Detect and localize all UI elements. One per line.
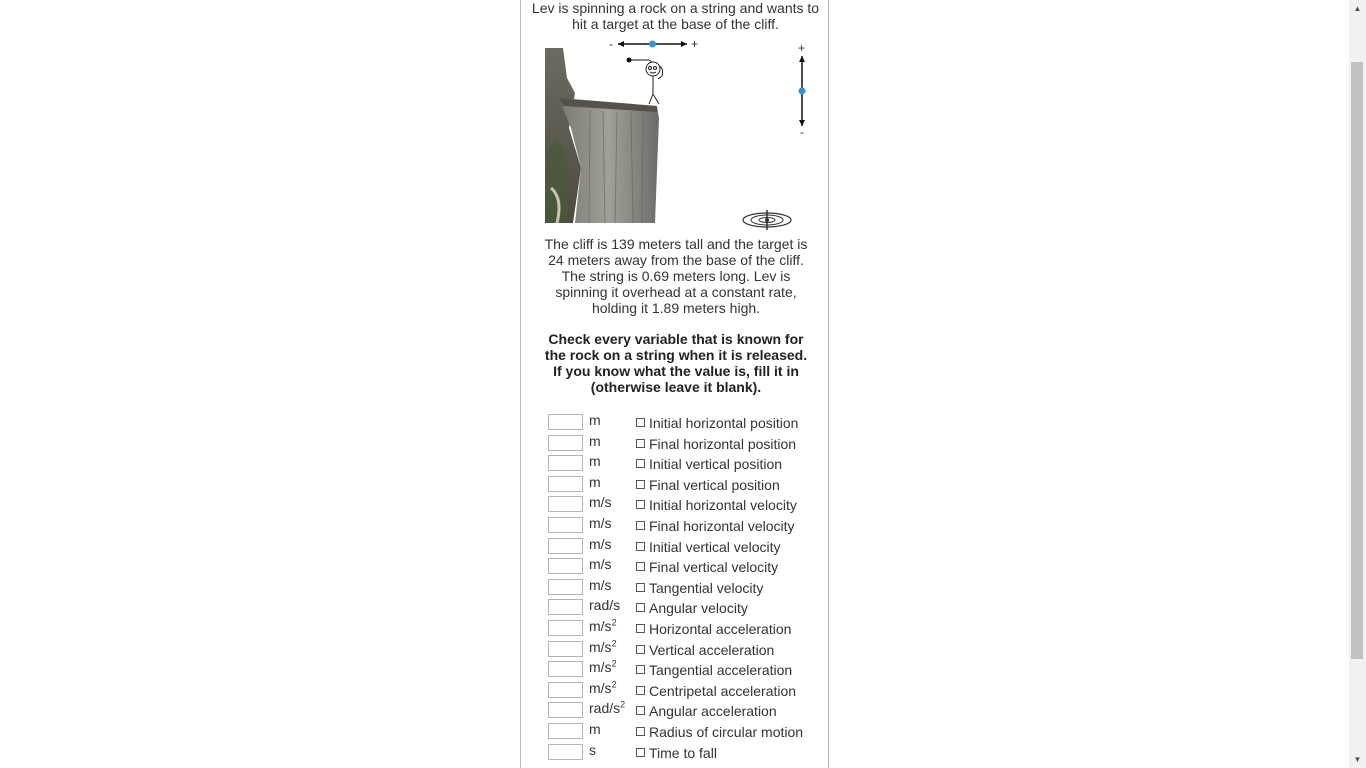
variable-label-text: Final vertical position bbox=[649, 476, 780, 493]
variable-unit bbox=[589, 412, 601, 428]
variable-known-checkbox[interactable] bbox=[636, 500, 645, 509]
variable-unit bbox=[589, 433, 601, 449]
variable-checkbox-label[interactable] bbox=[636, 580, 763, 596]
variable-row bbox=[548, 680, 818, 701]
intro-line: hit a target at the base of the cliff. bbox=[572, 16, 779, 32]
variable-unit bbox=[589, 721, 601, 737]
variable-known-checkbox[interactable] bbox=[636, 459, 645, 468]
variable-label-text: Centripetal acceleration bbox=[649, 682, 797, 699]
scrollbar[interactable] bbox=[1349, 0, 1366, 768]
variable-value-input[interactable] bbox=[548, 620, 583, 636]
variable-value-input[interactable] bbox=[548, 558, 583, 574]
variable-unit-text: m bbox=[589, 473, 601, 490]
variable-value-input[interactable] bbox=[548, 476, 583, 492]
variable-known-checkbox[interactable] bbox=[636, 624, 645, 633]
variable-checkbox-label[interactable] bbox=[636, 559, 778, 575]
rock-on-string bbox=[627, 58, 650, 63]
variable-row bbox=[548, 494, 818, 515]
variable-known-checkbox[interactable] bbox=[636, 603, 645, 612]
target-icon bbox=[743, 210, 791, 230]
variable-label-text: Final horizontal position bbox=[649, 435, 797, 452]
instruction-line: (otherwise leave it blank). bbox=[590, 379, 762, 395]
variable-known-checkbox[interactable] bbox=[636, 583, 645, 592]
variable-known-checkbox[interactable] bbox=[636, 665, 645, 674]
variable-row bbox=[548, 742, 818, 763]
variable-checkbox-label[interactable] bbox=[636, 724, 803, 740]
variable-checkbox-label[interactable] bbox=[636, 415, 798, 431]
variable-unit-text: s bbox=[589, 741, 596, 758]
variable-value-input[interactable] bbox=[548, 661, 583, 677]
variable-unit bbox=[589, 494, 612, 510]
desc-line: holding it 1.89 meters high. bbox=[591, 300, 761, 316]
variable-unit bbox=[589, 577, 612, 593]
variable-unit bbox=[589, 742, 596, 758]
scroll-up-arrow-icon[interactable]: ▲ bbox=[1353, 4, 1362, 13]
variable-checkbox-label[interactable] bbox=[636, 662, 792, 678]
variable-unit bbox=[589, 556, 612, 572]
problem-description bbox=[541, 236, 811, 316]
desc-line: The cliff is 139 meters tall and the target is bbox=[544, 236, 808, 252]
variable-known-checkbox[interactable] bbox=[636, 706, 645, 715]
variable-value-input[interactable] bbox=[548, 538, 583, 554]
problem-panel bbox=[520, 0, 829, 768]
h-slider-knob[interactable] bbox=[649, 41, 656, 48]
variable-known-checkbox[interactable] bbox=[636, 480, 645, 489]
instruction-line: the rock on a string when it is released. bbox=[544, 347, 808, 363]
variable-checkbox-label[interactable] bbox=[636, 621, 791, 637]
variable-checkbox-label[interactable] bbox=[636, 497, 797, 513]
variable-row bbox=[548, 721, 818, 742]
variable-checkbox-label[interactable] bbox=[636, 642, 774, 658]
variable-checkbox-label[interactable] bbox=[636, 745, 717, 761]
variable-unit-exponent: 2 bbox=[611, 637, 617, 648]
variable-label-text: Time to fall bbox=[649, 744, 717, 761]
desc-line: The string is 0.69 meters long. Lev is bbox=[561, 268, 791, 284]
instruction-line: If you know what the value is, fill it in bbox=[553, 363, 799, 379]
variable-label-text: Tangential velocity bbox=[649, 579, 764, 596]
instruction-line: Check every variable that is known for bbox=[548, 331, 804, 347]
h-slider-plus: + bbox=[691, 38, 699, 51]
variable-known-checkbox[interactable] bbox=[636, 439, 645, 448]
variable-row bbox=[548, 453, 818, 474]
variable-unit-exponent: 2 bbox=[611, 658, 617, 669]
v-slider-up-arrow[interactable] bbox=[799, 56, 805, 62]
variable-unit-text: m/s bbox=[589, 514, 612, 531]
variable-checkbox-label[interactable] bbox=[636, 539, 781, 555]
variable-label-text: Final horizontal velocity bbox=[649, 517, 795, 534]
variable-unit bbox=[589, 474, 601, 490]
variable-unit bbox=[589, 453, 601, 469]
variable-unit-exponent: 2 bbox=[611, 679, 617, 690]
variable-unit-exponent: 2 bbox=[620, 699, 626, 710]
variable-checkbox-label[interactable] bbox=[636, 518, 795, 534]
variable-checkbox-label[interactable] bbox=[636, 436, 796, 452]
variable-row bbox=[548, 412, 818, 433]
variable-unit-text: m/s bbox=[589, 535, 612, 552]
variable-unit-text: m bbox=[589, 453, 601, 470]
variable-unit bbox=[589, 515, 612, 531]
scroll-thumb[interactable] bbox=[1351, 62, 1363, 659]
variable-known-checkbox[interactable] bbox=[636, 727, 645, 736]
variable-known-checkbox[interactable] bbox=[636, 542, 645, 551]
variable-row bbox=[548, 618, 818, 639]
problem-intro bbox=[521, 0, 830, 32]
variable-row bbox=[548, 536, 818, 557]
variable-unit bbox=[589, 618, 617, 634]
desc-line: spinning it overhead at a constant rate, bbox=[555, 284, 797, 300]
intro-line: Lev is spinning a rock on a string and wants to bbox=[531, 0, 820, 16]
variable-unit-exponent: 2 bbox=[611, 617, 617, 628]
variable-unit-text: m/s bbox=[589, 576, 612, 593]
variable-row bbox=[548, 577, 818, 598]
stick-figure bbox=[646, 60, 663, 104]
variable-unit bbox=[589, 597, 620, 613]
variable-label-text: Tangential acceleration bbox=[649, 662, 793, 679]
variable-label-text: Vertical acceleration bbox=[649, 641, 775, 658]
variable-value-input[interactable] bbox=[548, 455, 583, 471]
cliff-scene bbox=[521, 38, 830, 238]
h-slider-minus: - bbox=[609, 38, 613, 51]
scroll-down-arrow-icon[interactable]: ▼ bbox=[1353, 755, 1362, 764]
variable-value-input[interactable] bbox=[548, 682, 583, 698]
variable-label-text: Initial vertical velocity bbox=[649, 538, 781, 555]
variable-row bbox=[548, 639, 818, 660]
variable-known-checkbox[interactable] bbox=[636, 418, 645, 427]
variable-unit-text: m bbox=[589, 412, 601, 428]
variable-row bbox=[548, 597, 818, 618]
variable-row bbox=[548, 556, 818, 577]
variable-unit-text: m/s bbox=[589, 556, 612, 573]
variable-known-checkbox[interactable] bbox=[636, 748, 645, 757]
variable-label-text: Angular acceleration bbox=[649, 703, 777, 720]
variable-value-input[interactable] bbox=[548, 414, 583, 430]
variable-row bbox=[548, 515, 818, 536]
variable-checkbox-label[interactable] bbox=[636, 456, 782, 472]
variable-value-input[interactable] bbox=[548, 723, 583, 739]
variable-list bbox=[548, 412, 818, 762]
v-slider-knob[interactable] bbox=[799, 88, 806, 95]
variable-row bbox=[548, 659, 818, 680]
variable-checkbox-label[interactable] bbox=[636, 600, 748, 616]
variable-unit bbox=[589, 639, 617, 655]
variable-label-text: Final vertical velocity bbox=[649, 559, 779, 576]
variable-unit-text: m bbox=[589, 432, 601, 449]
v-slider-plus: + bbox=[798, 41, 806, 55]
variable-checkbox-label[interactable] bbox=[636, 683, 796, 699]
variable-unit-text: m/s bbox=[589, 659, 612, 676]
variable-unit-text: m/s bbox=[589, 679, 612, 696]
variable-value-input[interactable] bbox=[548, 641, 583, 657]
h-slider-left-arrow[interactable] bbox=[618, 41, 624, 47]
variable-row bbox=[548, 433, 818, 454]
variable-unit-text: rad/s bbox=[589, 700, 621, 717]
variable-unit-text: m/s bbox=[589, 638, 612, 655]
variable-label-text: Initial horizontal velocity bbox=[649, 497, 797, 514]
variable-known-checkbox[interactable] bbox=[636, 686, 645, 695]
variable-value-input[interactable] bbox=[548, 517, 583, 533]
variable-unit-text: rad/s bbox=[589, 597, 621, 614]
variable-label-text: Horizontal acceleration bbox=[649, 620, 792, 637]
variable-unit bbox=[589, 700, 625, 716]
variable-label-text: Initial horizontal position bbox=[649, 415, 799, 431]
variable-value-input[interactable] bbox=[548, 435, 583, 451]
variable-value-input[interactable] bbox=[548, 599, 583, 615]
variable-row bbox=[548, 474, 818, 495]
instruction-text bbox=[541, 331, 811, 395]
variable-label-text: Initial vertical position bbox=[649, 456, 783, 473]
variable-known-checkbox[interactable] bbox=[636, 645, 645, 654]
desc-line: 24 meters away from the base of the cliff. bbox=[548, 252, 804, 268]
v-slider-minus: - bbox=[800, 125, 804, 139]
variable-value-input[interactable] bbox=[548, 702, 583, 718]
variable-label-text: Angular velocity bbox=[649, 600, 748, 617]
variable-checkbox-label[interactable] bbox=[636, 703, 777, 719]
variable-unit bbox=[589, 680, 617, 696]
h-slider-right-arrow[interactable] bbox=[681, 41, 687, 47]
variable-value-input[interactable] bbox=[548, 744, 583, 760]
variable-known-checkbox[interactable] bbox=[636, 521, 645, 530]
variable-checkbox-label[interactable] bbox=[636, 477, 780, 493]
variable-unit bbox=[589, 536, 612, 552]
variable-unit-text: m/s bbox=[589, 494, 612, 511]
variable-value-input[interactable] bbox=[548, 579, 583, 595]
variable-known-checkbox[interactable] bbox=[636, 562, 645, 571]
variable-unit bbox=[589, 659, 617, 675]
scene-overlay bbox=[521, 38, 830, 238]
variable-unit-text: m bbox=[589, 720, 601, 737]
variable-row bbox=[548, 700, 818, 721]
variable-label-text: Radius of circular motion bbox=[649, 723, 804, 740]
variable-value-input[interactable] bbox=[548, 496, 583, 512]
variable-unit-text: m/s bbox=[589, 617, 612, 634]
